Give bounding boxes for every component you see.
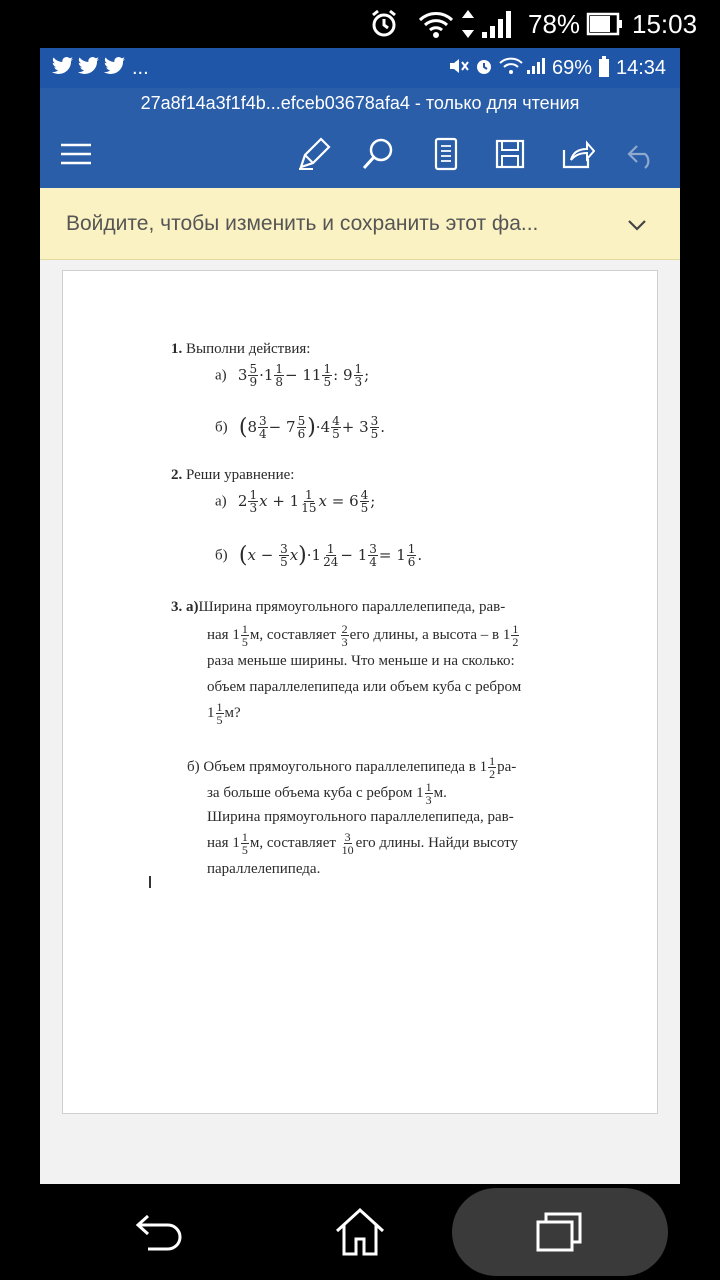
inner-status-bar [40, 48, 680, 88]
save-icon [494, 138, 526, 170]
battery-icon [586, 8, 624, 47]
twitter-icon [52, 56, 74, 82]
mobile-view-button[interactable] [424, 132, 468, 176]
wifi-icon [416, 8, 456, 47]
notifications-more: ... [132, 57, 149, 79]
signal-icon [480, 8, 516, 47]
edit-pen-icon [297, 137, 331, 171]
clock: 15:03 [632, 9, 698, 39]
signal-icon [526, 56, 546, 82]
problem-3a-line-3: раза меньше ширины. Что меньше и на сколько: [207, 653, 515, 669]
undo-button[interactable] [620, 132, 664, 176]
battery-icon [598, 56, 610, 84]
recent-apps-button[interactable] [520, 1184, 600, 1280]
document-viewport[interactable] [40, 260, 680, 1184]
back-icon [134, 1210, 186, 1254]
share-button[interactable] [556, 132, 600, 176]
inner-battery-percent: 69% [552, 57, 593, 79]
data-arrows-icon [460, 8, 476, 47]
problem-3a-line-1: 3. а)Ширина прямоугольного параллелепипеда, рав- [171, 599, 506, 615]
sign-in-banner[interactable] [40, 188, 680, 260]
problem-3b-line-2: за больше объема куба с ребром 1 $\frac{1}{3}$ м. [207, 780, 447, 807]
problem-3b-line-3: Ширина прямоугольного параллелепипеда, рав- [207, 809, 514, 825]
inner-clock: 14:34 [616, 57, 667, 79]
twitter-icon [78, 56, 100, 82]
problem-2b: б) (x − $\frac{3}{5}$ x)·1 $\frac{1}{24}$ − 1 $\frac{3}{4}$ = 1 $\frac{1}{6}$ . [215, 542, 423, 569]
search-icon [361, 137, 395, 171]
problem-3a-line-4: объем параллелепипеда или объем куба с ребром [207, 679, 522, 695]
problem-1b: б) (8 $\frac{3}{4}$ − 7 $\frac{5}{6}$ )·4 $\frac{4}{5}$ + 3 $\frac{3}{5}$ . [215, 414, 386, 441]
problem-1a: а) 3 $\frac{5}{9}$ ·1 $\frac{1}{8}$ − 11 $\frac{1}{5}$ : 9 $\frac{1}{3}$ ; [215, 362, 370, 389]
alarm-icon [368, 8, 400, 47]
problem-3a-line-2: ная 1 $\frac{1}{5}$ м, составляет $\frac{2}{3}$ его длины, а высота – в 1 $\frac{1}{2}$ [207, 622, 519, 649]
system-status-bar [0, 0, 720, 48]
wifi-icon [498, 56, 524, 82]
undo-icon [626, 138, 658, 170]
problem-1-heading: 1. Выполни действия: [171, 341, 311, 357]
home-button[interactable] [320, 1184, 400, 1280]
problem-3b-line-4: ная 1 $\frac{1}{5}$ м, составляет $\frac{3}{10}$ его длины. Найди высоту [207, 830, 518, 857]
battery-percent: 78% [528, 9, 581, 39]
menu-icon [59, 140, 93, 168]
share-icon [561, 138, 595, 170]
problem-3b-line-1: б) Объем прямоугольного параллелепипеда в 1 $\frac{1}{2}$ ра- [187, 754, 517, 781]
search-button[interactable] [356, 132, 400, 176]
problem-3a-line-5: 1 $\frac{1}{5}$ м? [207, 700, 241, 727]
alarm-icon [474, 56, 494, 82]
problem-3b-line-5: параллелепипеда. [207, 861, 321, 877]
sign-in-banner-text: Войдите, чтобы изменить и сохранить этот фа... [66, 212, 539, 235]
navigation-bar [0, 1184, 720, 1280]
save-button[interactable] [488, 132, 532, 176]
edit-button[interactable] [292, 132, 336, 176]
problem-2a: а) 2 $\frac{1}{3}$ x + 1 $\frac{1}{15}$ x = 6 $\frac{4}{5}$ ; [215, 488, 376, 515]
text-cursor [149, 876, 151, 888]
twitter-icon [104, 56, 126, 82]
problem-2-heading: 2. Реши уравнение: [171, 467, 295, 483]
recent-apps-icon [534, 1210, 586, 1254]
document-page [62, 270, 658, 1114]
mute-icon [448, 56, 470, 82]
mobile-view-icon [432, 137, 460, 171]
home-icon [333, 1207, 387, 1257]
back-button[interactable] [120, 1184, 200, 1280]
app-toolbar [40, 120, 680, 188]
chevron-down-icon[interactable] [624, 212, 650, 238]
document-title: 27a8f14a3f1f4b...efceb03678afa4 - только для чтения [40, 88, 680, 120]
menu-button[interactable] [54, 132, 98, 176]
inner-screenshot [40, 48, 680, 1184]
